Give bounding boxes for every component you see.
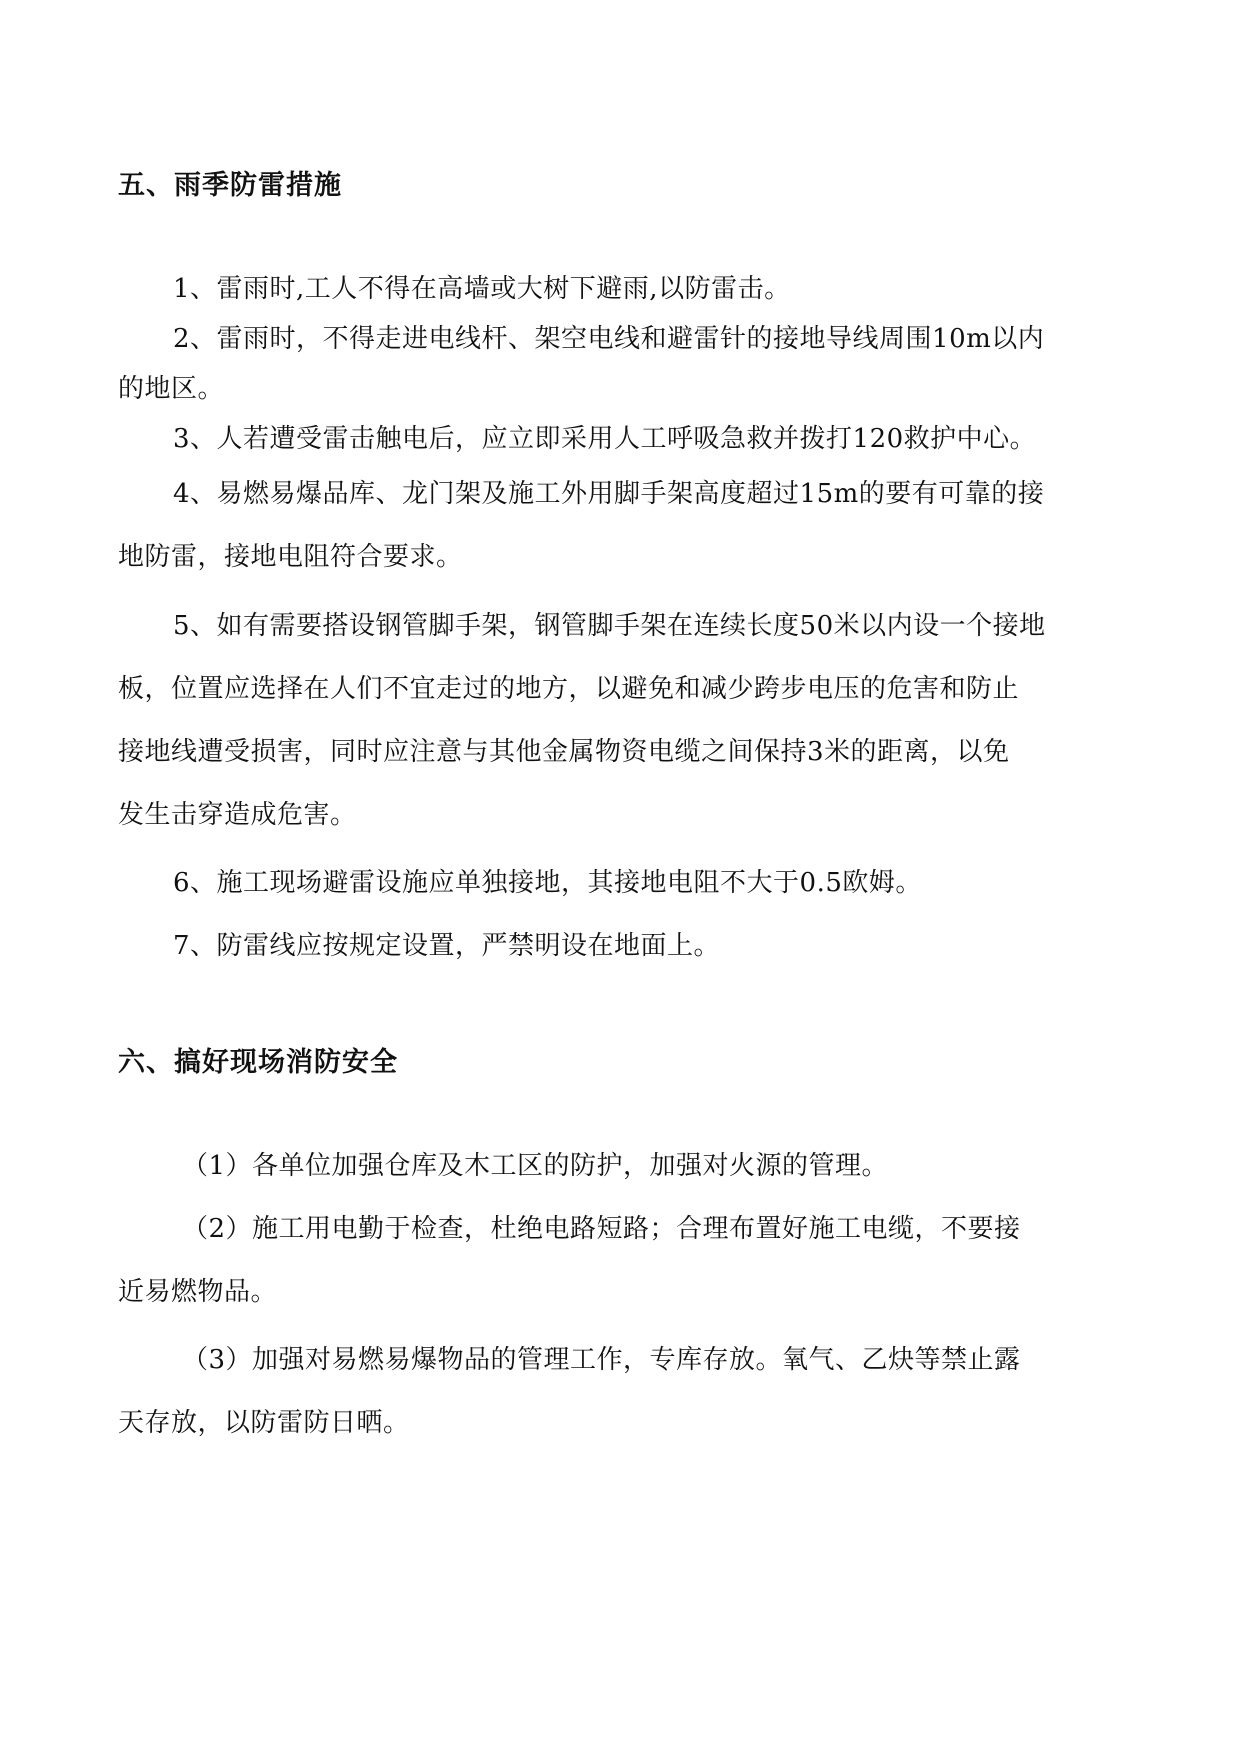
section-6-line-1: （1）各单位加强仓库及木工区的防护，加强对火源的管理。: [182, 1151, 889, 1181]
section-5-line-2-cont: 的地区。: [118, 374, 225, 404]
section-6-line-3: （3）加强对易燃易爆物品的管理工作，专库存放。氧气、乙炔等禁止露: [182, 1345, 1021, 1375]
section-5-line-6: 6、施工现场避雷设施应单独接地，其接地电阻不大于0.5欧姆。: [173, 868, 922, 898]
section-6-heading: 六、搞好现场消防安全: [118, 1047, 398, 1078]
section-5-line-4: 4、易燃易爆品库、龙门架及施工外用脚手架高度超过15m的要有可靠的接: [173, 479, 1045, 509]
section-5-line-5-cont-2: 接地线遭受损害，同时应注意与其他金属物资电缆之间保持3米的距离，以免: [118, 737, 1010, 767]
section-5-line-2: 2、雷雨时，不得走进电线杆、架空电线和避雷针的接地导线周围10m以内: [173, 324, 1045, 354]
section-5-line-3: 3、人若遭受雷击触电后，应立即采用人工呼吸急救并拨打120救护中心。: [173, 424, 1037, 454]
section-6-line-3-cont: 天存放，以防雷防日晒。: [118, 1408, 410, 1438]
section-5-line-4-cont: 地防雷，接地电阻符合要求。: [118, 542, 463, 572]
section-5-line-5: 5、如有需要搭设钢管脚手架，钢管脚手架在连续长度50米以内设一个接地: [173, 611, 1046, 641]
section-5-line-1: 1、雷雨时,工人不得在高墙或大树下避雨,以防雷击。: [173, 274, 791, 304]
section-5-line-5-cont-3: 发生击穿造成危害。: [118, 800, 357, 830]
section-5-line-5-cont-1: 板，位置应选择在人们不宜走过的地方，以避免和减少跨步电压的危害和防止: [118, 674, 1020, 704]
section-5-line-7: 7、防雷线应按规定设置，严禁明设在地面上。: [173, 931, 721, 961]
section-5-heading: 五、雨季防雷措施: [118, 170, 342, 201]
section-6-line-2: （2）施工用电勤于检查，杜绝电路短路；合理布置好施工电缆，不要接: [182, 1214, 1021, 1244]
section-6-line-2-cont: 近易燃物品。: [118, 1277, 278, 1307]
